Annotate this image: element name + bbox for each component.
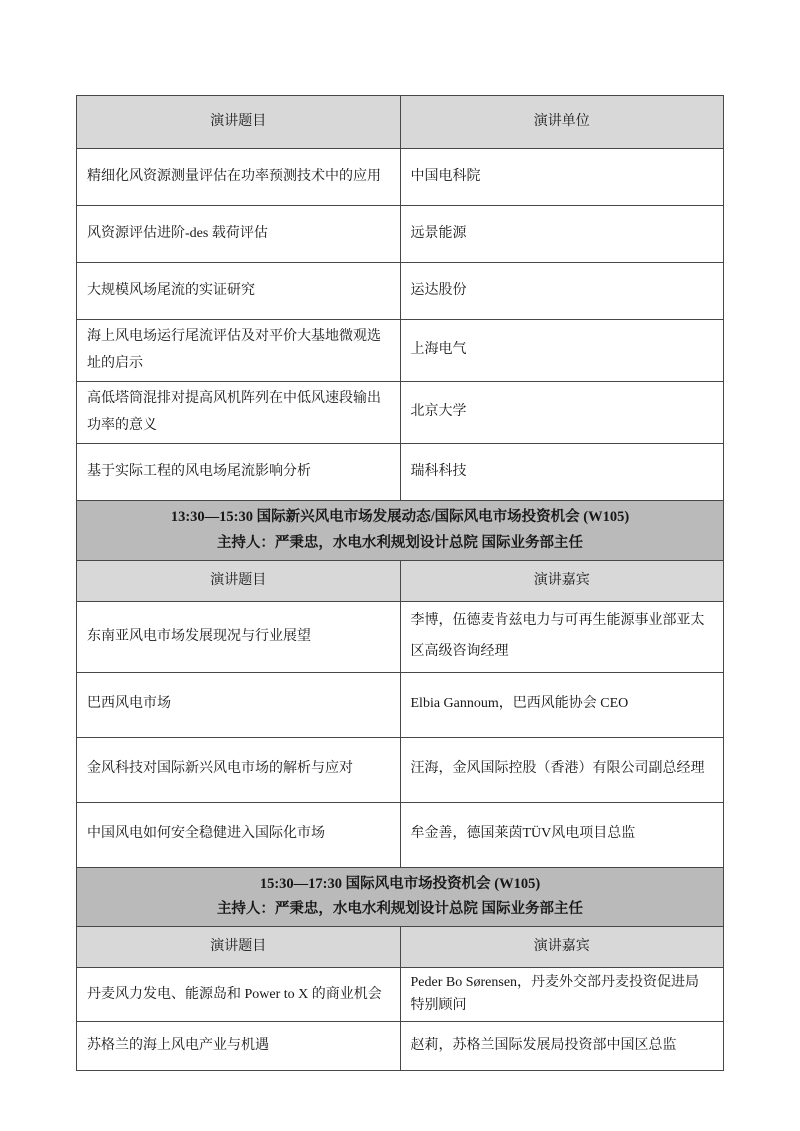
table-row [77, 802, 724, 867]
topic-column-header: 演讲题目 [77, 561, 401, 602]
speaker-column-header: 演讲单位 [400, 96, 724, 149]
speaker-cell: 李博，伍德麦肯兹电力与可再生能源事业部亚太区高级咨询经理 [400, 602, 724, 673]
topic-cell: 基于实际工程的风电场尾流影响分析 [77, 444, 401, 501]
speaker-cell: 中国电科院 [400, 149, 724, 206]
session-band-cell [77, 501, 724, 561]
topic-cell: 风资源评估进阶-des 载荷评估 [77, 206, 401, 263]
topic-cell: 精细化风资源测量评估在功率预测技术中的应用 [77, 149, 401, 206]
table-row [77, 149, 724, 206]
session-moderator: 主持人：严秉忠，水电水利规划设计总院 国际业务部主任 [216, 534, 584, 551]
speaker-cell: 赵莉，苏格兰国际发展局投资部中国区总监 [400, 1022, 724, 1071]
table-row [77, 206, 724, 263]
speaker-cell: 上海电气 [400, 320, 724, 382]
table-row [77, 1022, 724, 1071]
topic-cell: 东南亚风电市场发展现况与行业展望 [77, 602, 401, 673]
topic-cell: 中国风电如何安全稳健进入国际化市场 [77, 802, 401, 867]
schedule-table-body [77, 96, 724, 1071]
table-row [77, 672, 724, 737]
topic-column-header: 演讲题目 [77, 927, 401, 968]
topic-cell: 金风科技对国际新兴风电市场的解析与应对 [77, 737, 401, 802]
schedule-table [76, 95, 724, 1071]
speaker-cell: Elbia Gannoum，巴西风能协会 CEO [400, 672, 724, 737]
session-band-cell [77, 867, 724, 927]
speaker-cell: Peder Bo Sørensen，丹麦外交部丹麦投资促进局特别顾问 [400, 968, 724, 1022]
speaker-column-header: 演讲嘉宾 [400, 561, 724, 602]
table-header-row [77, 927, 724, 968]
session-band-row [77, 501, 724, 561]
topic-column-header: 演讲题目 [77, 96, 401, 149]
session-band-row [77, 867, 724, 927]
session-moderator: 主持人：严秉忠，水电水利规划设计总院 国际业务部主任 [216, 901, 584, 918]
topic-cell: 海上风电场运行尾流评估及对平价大基地微观选址的启示 [77, 320, 401, 382]
table-row [77, 382, 724, 444]
session-title: 15:30—17:30 国际风电市场投资机会 (W105) [259, 875, 541, 892]
conference-schedule-document [76, 95, 724, 1071]
speaker-column-header: 演讲嘉宾 [400, 927, 724, 968]
speaker-cell: 远景能源 [400, 206, 724, 263]
topic-cell: 丹麦风力发电、能源岛和 Power to X 的商业机会 [77, 968, 401, 1022]
speaker-cell: 运达股份 [400, 263, 724, 320]
speaker-cell: 北京大学 [400, 382, 724, 444]
table-row [77, 320, 724, 382]
speaker-cell: 汪海，金风国际控股（香港）有限公司副总经理 [400, 737, 724, 802]
table-row [77, 602, 724, 673]
table-header-row [77, 561, 724, 602]
session-title: 13:30—15:30 国际新兴风电市场发展动态/国际风电市场投资机会 (W105) [170, 509, 630, 526]
table-header-row [77, 96, 724, 149]
speaker-cell: 牟金善，德国莱茵TÜV风电项目总监 [400, 802, 724, 867]
topic-cell: 苏格兰的海上风电产业与机遇 [77, 1022, 401, 1071]
table-row [77, 263, 724, 320]
table-row [77, 444, 724, 501]
topic-cell: 巴西风电市场 [77, 672, 401, 737]
topic-cell: 高低塔筒混排对提高风机阵列在中低风速段输出功率的意义 [77, 382, 401, 444]
speaker-cell: 瑞科科技 [400, 444, 724, 501]
table-row [77, 968, 724, 1022]
table-row [77, 737, 724, 802]
topic-cell: 大规模风场尾流的实证研究 [77, 263, 401, 320]
